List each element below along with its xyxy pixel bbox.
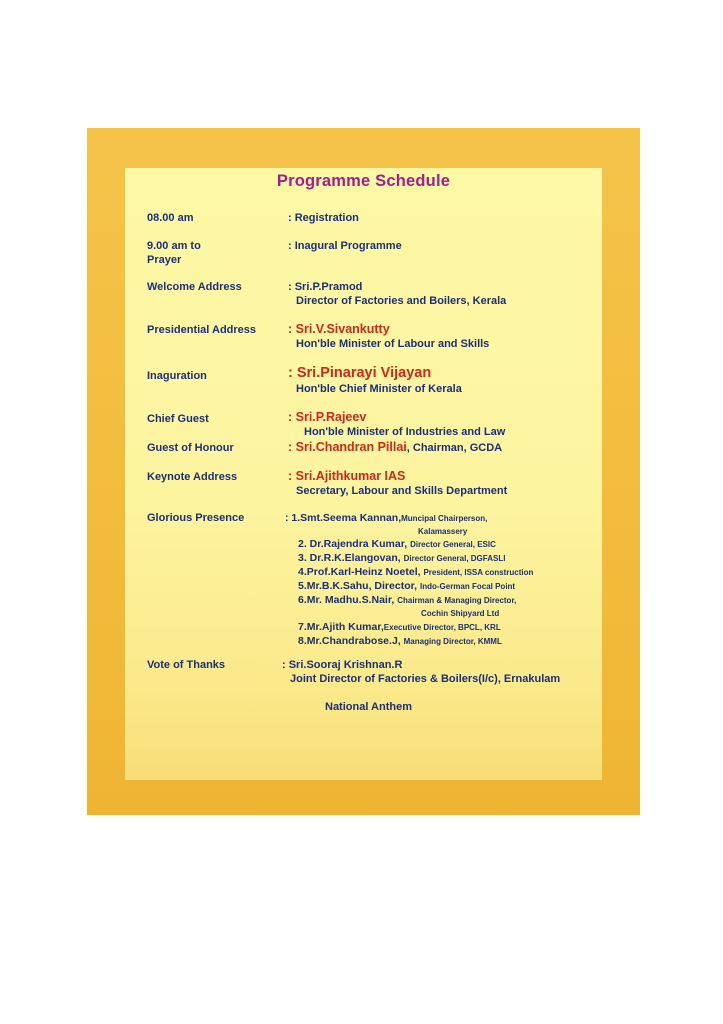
presence-role-5: Indo-German Focal Point	[419, 582, 516, 591]
presence-item-5	[298, 580, 515, 594]
presence-role-4: President, ISSA construction	[423, 568, 534, 577]
national-anthem: National Anthem	[325, 701, 412, 713]
presence-name-7: 7.Mr.Ajith Kumar,	[298, 621, 384, 633]
inaugural-desc: : Inagural Programme	[288, 240, 402, 252]
presence-role-3: Director General, DGFASLI	[403, 554, 506, 563]
keynote-role: Secretary, Labour and Skills Department	[296, 485, 508, 497]
inauguration-role: Hon'ble Chief Minister of Kerala	[296, 383, 462, 395]
programme-panel	[125, 168, 602, 780]
presence-item-2	[298, 538, 496, 552]
registration-time: 08.00 am	[147, 212, 194, 224]
presence-name-1: : 1.Smt.Seema Kannan,	[285, 512, 402, 524]
presence-item-7	[298, 621, 501, 635]
vote-of-thanks-role: Joint Director of Factories & Boilers(I/c), Ernakulam	[290, 673, 561, 685]
presidential-name: : Sri.V.Sivankutty	[288, 322, 390, 336]
presence-role-1-line2: Kalamassery	[418, 527, 468, 536]
inaugural-time: 9.00 am to	[147, 240, 201, 252]
glorious-presence-label: Glorious Presence	[147, 512, 245, 524]
presence-name-2: 2. Dr.Rajendra Kumar,	[298, 538, 408, 550]
inauguration-label: Inaguration	[147, 370, 207, 382]
presence-role-8: Managing Director, KMML	[403, 637, 502, 646]
guest-of-honour-role: , Chairman, GCDA	[406, 442, 503, 454]
programme-frame	[87, 128, 640, 815]
presence-item-6	[298, 594, 516, 608]
presidential-label: Presidential Address	[147, 324, 257, 336]
presence-name-3: 3. Dr.R.K.Elangovan,	[298, 552, 401, 564]
keynote-label: Keynote Address	[147, 471, 238, 483]
presence-role-1: Muncipal Chairperson,	[401, 514, 488, 523]
page-title: Programme Schedule	[276, 172, 451, 190]
chief-guest-name: : Sri.P.Rajeev	[288, 410, 367, 424]
guest-of-honour-line	[288, 441, 502, 456]
presence-item-4	[298, 566, 533, 580]
presence-item-1	[285, 512, 487, 526]
vote-of-thanks-label: Vote of Thanks	[147, 659, 226, 671]
presence-item-8	[298, 635, 502, 649]
presence-name-8: 8.Mr.Chandrabose.J,	[298, 635, 401, 647]
vote-of-thanks-name: : Sri.Sooraj Krishnan.R	[282, 659, 403, 671]
welcome-label: Welcome Address	[147, 281, 242, 293]
guest-of-honour-name: : Sri.Chandran Pillai	[288, 440, 407, 454]
inauguration-name: : Sri.Pinarayi Vijayan	[288, 365, 432, 381]
chief-guest-role: Hon'ble Minister of Industries and Law	[304, 426, 506, 438]
registration-desc: : Registration	[288, 212, 359, 224]
guest-of-honour-label: Guest of Honour	[147, 442, 234, 454]
welcome-role: Director of Factories and Boilers, Kerala	[296, 295, 507, 307]
presence-item-3	[298, 552, 505, 566]
presence-name-6: 6.Mr. Madhu.S.Nair,	[298, 594, 395, 606]
keynote-name: : Sri.Ajithkumar IAS	[288, 469, 406, 483]
inaugural-time-prayer: Prayer	[147, 254, 182, 266]
presence-name-5: 5.Mr.B.K.Sahu, Director,	[298, 580, 418, 592]
presidential-role: Hon'ble Minister of Labour and Skills	[296, 338, 490, 350]
presence-role-2: Director General, ESIC	[410, 540, 496, 549]
presence-role-6-line2: Cochin Shipyard Ltd	[421, 609, 500, 618]
presence-role-7: Executive Director, BPCL, KRL	[383, 623, 501, 632]
welcome-name: : Sri.P.Pramod	[288, 281, 363, 293]
chief-guest-label: Chief Guest	[147, 413, 209, 425]
presence-role-6: Chairman & Managing Director,	[397, 596, 517, 605]
presence-name-4: 4.Prof.Karl-Heinz Noetel,	[298, 566, 421, 578]
